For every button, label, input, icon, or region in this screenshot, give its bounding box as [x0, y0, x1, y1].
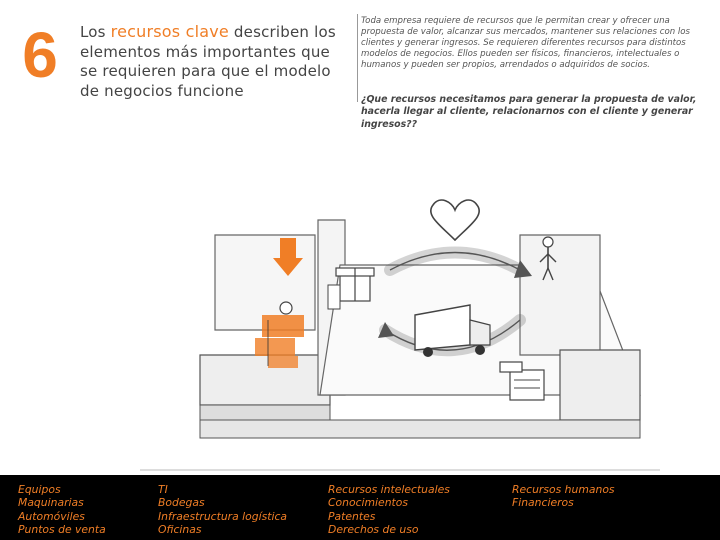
footer-item: Equipos	[18, 483, 61, 496]
divider	[357, 14, 358, 102]
footer-item: Infraestructura logística	[158, 509, 288, 523]
intro-accent: recursos clave	[110, 22, 229, 41]
footer-item: Financieros	[512, 496, 574, 510]
footer-item: Maquinarias	[18, 496, 84, 510]
footer-bar	[0, 475, 720, 540]
footer-item: Conocimientos	[328, 496, 408, 510]
footer-item: Derechos de uso	[328, 523, 419, 537]
key-question: ¿Que recursos necesitamos para generar la propuesta de valor, hacerla llegar al cliente, relacionarnos con el cliente y generar ingresos??	[361, 94, 697, 130]
footer-item: Bodegas	[158, 496, 205, 510]
footer-item: Puntos de venta	[18, 523, 106, 537]
footer-col-intellectual	[328, 483, 450, 537]
footer-item: Automóviles	[18, 509, 85, 523]
explanation-text: Toda empresa requiere de recursos que le permitan crear y ofrecer una propuesta de valor, alcanzar sus mercados, mantener sus relaciones con los clientes y generar ingresos. Se requieren diferentes recursos para distintos modelos de negocios. Ellos pueden ser físicos, financieros, intelectuales o humanos y pueden ser propios, arrendados o adquiridos de socios.	[361, 16, 691, 71]
footer-item: Recursos humanos	[512, 483, 615, 496]
intro-before: Los	[80, 23, 106, 41]
footer-item: TI	[158, 483, 168, 496]
footer-item: Oficinas	[158, 523, 202, 537]
business-model-canvas-sketch	[0, 180, 720, 475]
footer-col-human	[512, 483, 615, 510]
intro-after: describen los elementos más importantes que se requieren para que el modelo de negocios funcione	[80, 23, 336, 100]
footer-col-infrastructure	[158, 483, 287, 537]
footer-col-physical	[18, 483, 106, 537]
heart-icon	[431, 200, 479, 240]
intro-text	[80, 22, 342, 101]
slide-number: 6	[22, 19, 58, 91]
footer-item: Patentes	[328, 509, 376, 523]
footer-item: Recursos intelectuales	[328, 483, 450, 496]
